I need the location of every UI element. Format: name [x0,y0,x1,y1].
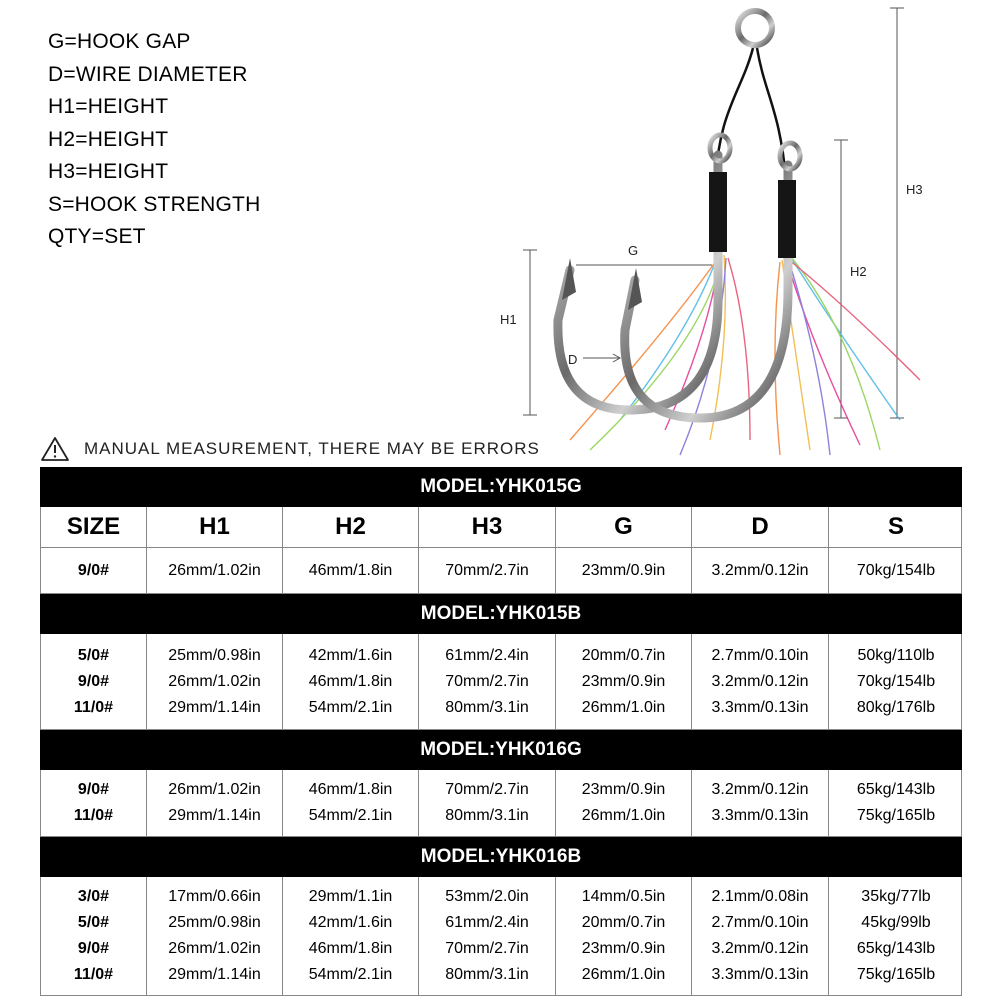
col-h1: H1 [147,507,283,547]
table-cell: 14mm/0.5in [581,888,666,905]
table-cell: 3.3mm/0.13in [711,966,809,983]
h3-cell [419,634,556,729]
legend-hook-strength: S=HOOK STRENGTH [48,192,261,216]
table-cell: 29mm/1.14in [168,698,261,716]
table-cell: 26mm/1.02in [168,940,261,957]
table-cell: 45kg/99lb [861,914,931,931]
table-cell: 5/0# [77,914,110,931]
table-cell: 11/0# [73,698,114,716]
table-cell: 70mm/2.7in [445,781,529,798]
size-cell [41,548,147,593]
col-size: SIZE [41,507,147,547]
table-cell: 3.3mm/0.13in [711,698,809,716]
g-cell [556,634,692,729]
legend-h2: H2=HEIGHT [48,127,169,151]
table-cell: 26mm/1.02in [168,561,261,579]
table-cell: 42mm/1.6in [308,646,393,664]
d-cell [692,634,829,729]
table-cell: 9/0# [77,672,110,690]
table-cell: 70kg/154lb [856,672,936,690]
table-cell: 29mm/1.14in [168,966,261,983]
s-cell [829,770,963,836]
column-header-row [40,507,962,548]
col-h2: H2 [283,507,419,547]
warning-text: MANUAL MEASUREMENT, THERE MAY BE ERRORS [84,439,540,458]
table-cell: 46mm/1.8in [308,781,393,798]
table-cell: 65kg/143lb [856,781,936,798]
legend-qty: QTY=SET [48,225,146,248]
table-cell: 25mm/0.98in [168,646,261,664]
table-cell: 65kg/143lb [856,940,936,957]
table-cell: 46mm/1.8in [308,940,393,957]
legend-h1: H1=HEIGHT [48,95,169,118]
table-cell: 26mm/1.0in [581,698,666,716]
table-cell: 2.7mm/0.10in [711,914,809,931]
s-cell [829,634,963,729]
legend-wire-diameter: D=WIRE DIAMETER [48,62,248,86]
table-cell: 3.2mm/0.12in [711,940,809,957]
label-d: D [568,352,578,367]
d-cell [692,770,829,836]
table-cell: 53mm/2.0in [445,888,529,905]
table-cell: 70mm/2.7in [445,940,529,957]
size-cell [41,877,147,995]
col-d: D [692,507,829,547]
table-cell: 29mm/1.1in [308,888,393,905]
model-block [40,877,962,996]
table-cell: 23mm/0.9in [581,781,666,798]
col-s: S [887,513,904,540]
col-h3: H3 [419,507,556,547]
h3-cell [419,548,556,593]
table-cell: 3.2mm/0.12in [711,781,809,798]
g-cell [556,548,692,593]
table-cell: 26mm/1.0in [581,807,666,824]
legend-hook-gap: G=HOOK GAP [48,30,191,53]
h1-cell [147,634,283,729]
s-cell [829,548,963,593]
d-cell [692,548,829,593]
table-cell: 23mm/0.9in [581,561,666,579]
table-cell: 25mm/0.98in [168,914,261,931]
measurement-warning [40,436,540,462]
table-cell: 26mm/1.0in [581,966,666,983]
table-cell: 75kg/165lb [856,966,936,983]
d-cell [692,877,829,995]
h1-cell [147,877,283,995]
table-cell: 70mm/2.7in [445,672,529,690]
h2-cell [283,548,419,593]
legend-h3: H3=HEIGHT [48,160,169,183]
table-cell: 23mm/0.9in [581,672,666,690]
size-cell [41,634,147,729]
table-cell: 54mm/2.1in [308,807,393,824]
table-cell: 3.3mm/0.13in [711,807,809,824]
table-cell: 20mm/0.7in [581,646,666,664]
table-cell: 9/0# [77,561,110,579]
model-header: MODEL:YHK015B [40,594,962,634]
model-block [40,548,962,594]
h3-cell [419,877,556,995]
assist-hook-icon [480,0,1000,462]
table-cell: 20mm/0.7in [581,914,666,931]
table-cell: 26mm/1.02in [168,672,261,690]
table-cell: 50kg/110lb [857,646,935,664]
table-cell: 46mm/1.8in [308,672,393,690]
table-cell: 17mm/0.66in [168,888,261,905]
label-h2: H2 [850,264,867,279]
label-h3: H3 [906,182,923,197]
table-cell: 42mm/1.6in [308,914,393,931]
table-cell: 75kg/165lb [856,807,936,824]
table-cell: 70mm/2.7in [445,561,529,579]
col-g: G [556,507,692,547]
table-cell: 80mm/3.1in [445,698,529,716]
model-header: MODEL:YHK015G [40,467,962,507]
model-block [40,770,962,837]
table-cell: 61mm/2.4in [445,914,529,931]
h2-cell [283,634,419,729]
table-cell: 3.2mm/0.12in [711,561,809,579]
g-cell [556,877,692,995]
table-cell: 11/0# [73,966,114,983]
table-cell: 5/0# [77,646,110,664]
table-cell: 46mm/1.8in [308,561,393,579]
table-cell: 3.2mm/0.12in [711,672,809,690]
h1-cell [147,770,283,836]
h1-cell [147,548,283,593]
spec-table [40,467,962,996]
table-cell: 35kg/77lb [861,888,931,905]
h2-cell [283,770,419,836]
table-cell: 80kg/176lb [856,698,936,716]
table-cell: 2.7mm/0.10in [711,646,809,664]
table-cell: 29mm/1.14in [168,807,261,824]
label-h1: H1 [500,312,517,327]
hook-illustration [480,0,1000,462]
table-cell: 80mm/3.1in [445,966,529,983]
table-cell: 26mm/1.02in [168,781,261,798]
size-cell [41,770,147,836]
table-cell: 9/0# [77,940,110,957]
h3-cell [419,770,556,836]
table-cell: 54mm/2.1in [308,698,393,716]
table-cell: 3/0# [77,888,110,905]
model-header: MODEL:YHK016B [40,837,962,877]
table-cell: 80mm/3.1in [445,807,529,824]
g-cell [556,770,692,836]
warning-triangle-icon [40,436,70,462]
h2-cell [283,877,419,995]
model-header: MODEL:YHK016G [40,730,962,770]
table-cell: 11/0# [73,807,114,824]
label-g: G [628,243,639,258]
table-cell: 61mm/2.4in [445,646,529,664]
legend [48,26,260,254]
model-block [40,634,962,730]
s-cell [829,877,963,995]
table-cell: 70kg/154lb [856,561,936,579]
table-cell: 23mm/0.9in [581,940,666,957]
table-cell: 9/0# [77,781,110,798]
table-cell: 54mm/2.1in [308,966,393,983]
table-cell: 2.1mm/0.08in [711,888,809,905]
